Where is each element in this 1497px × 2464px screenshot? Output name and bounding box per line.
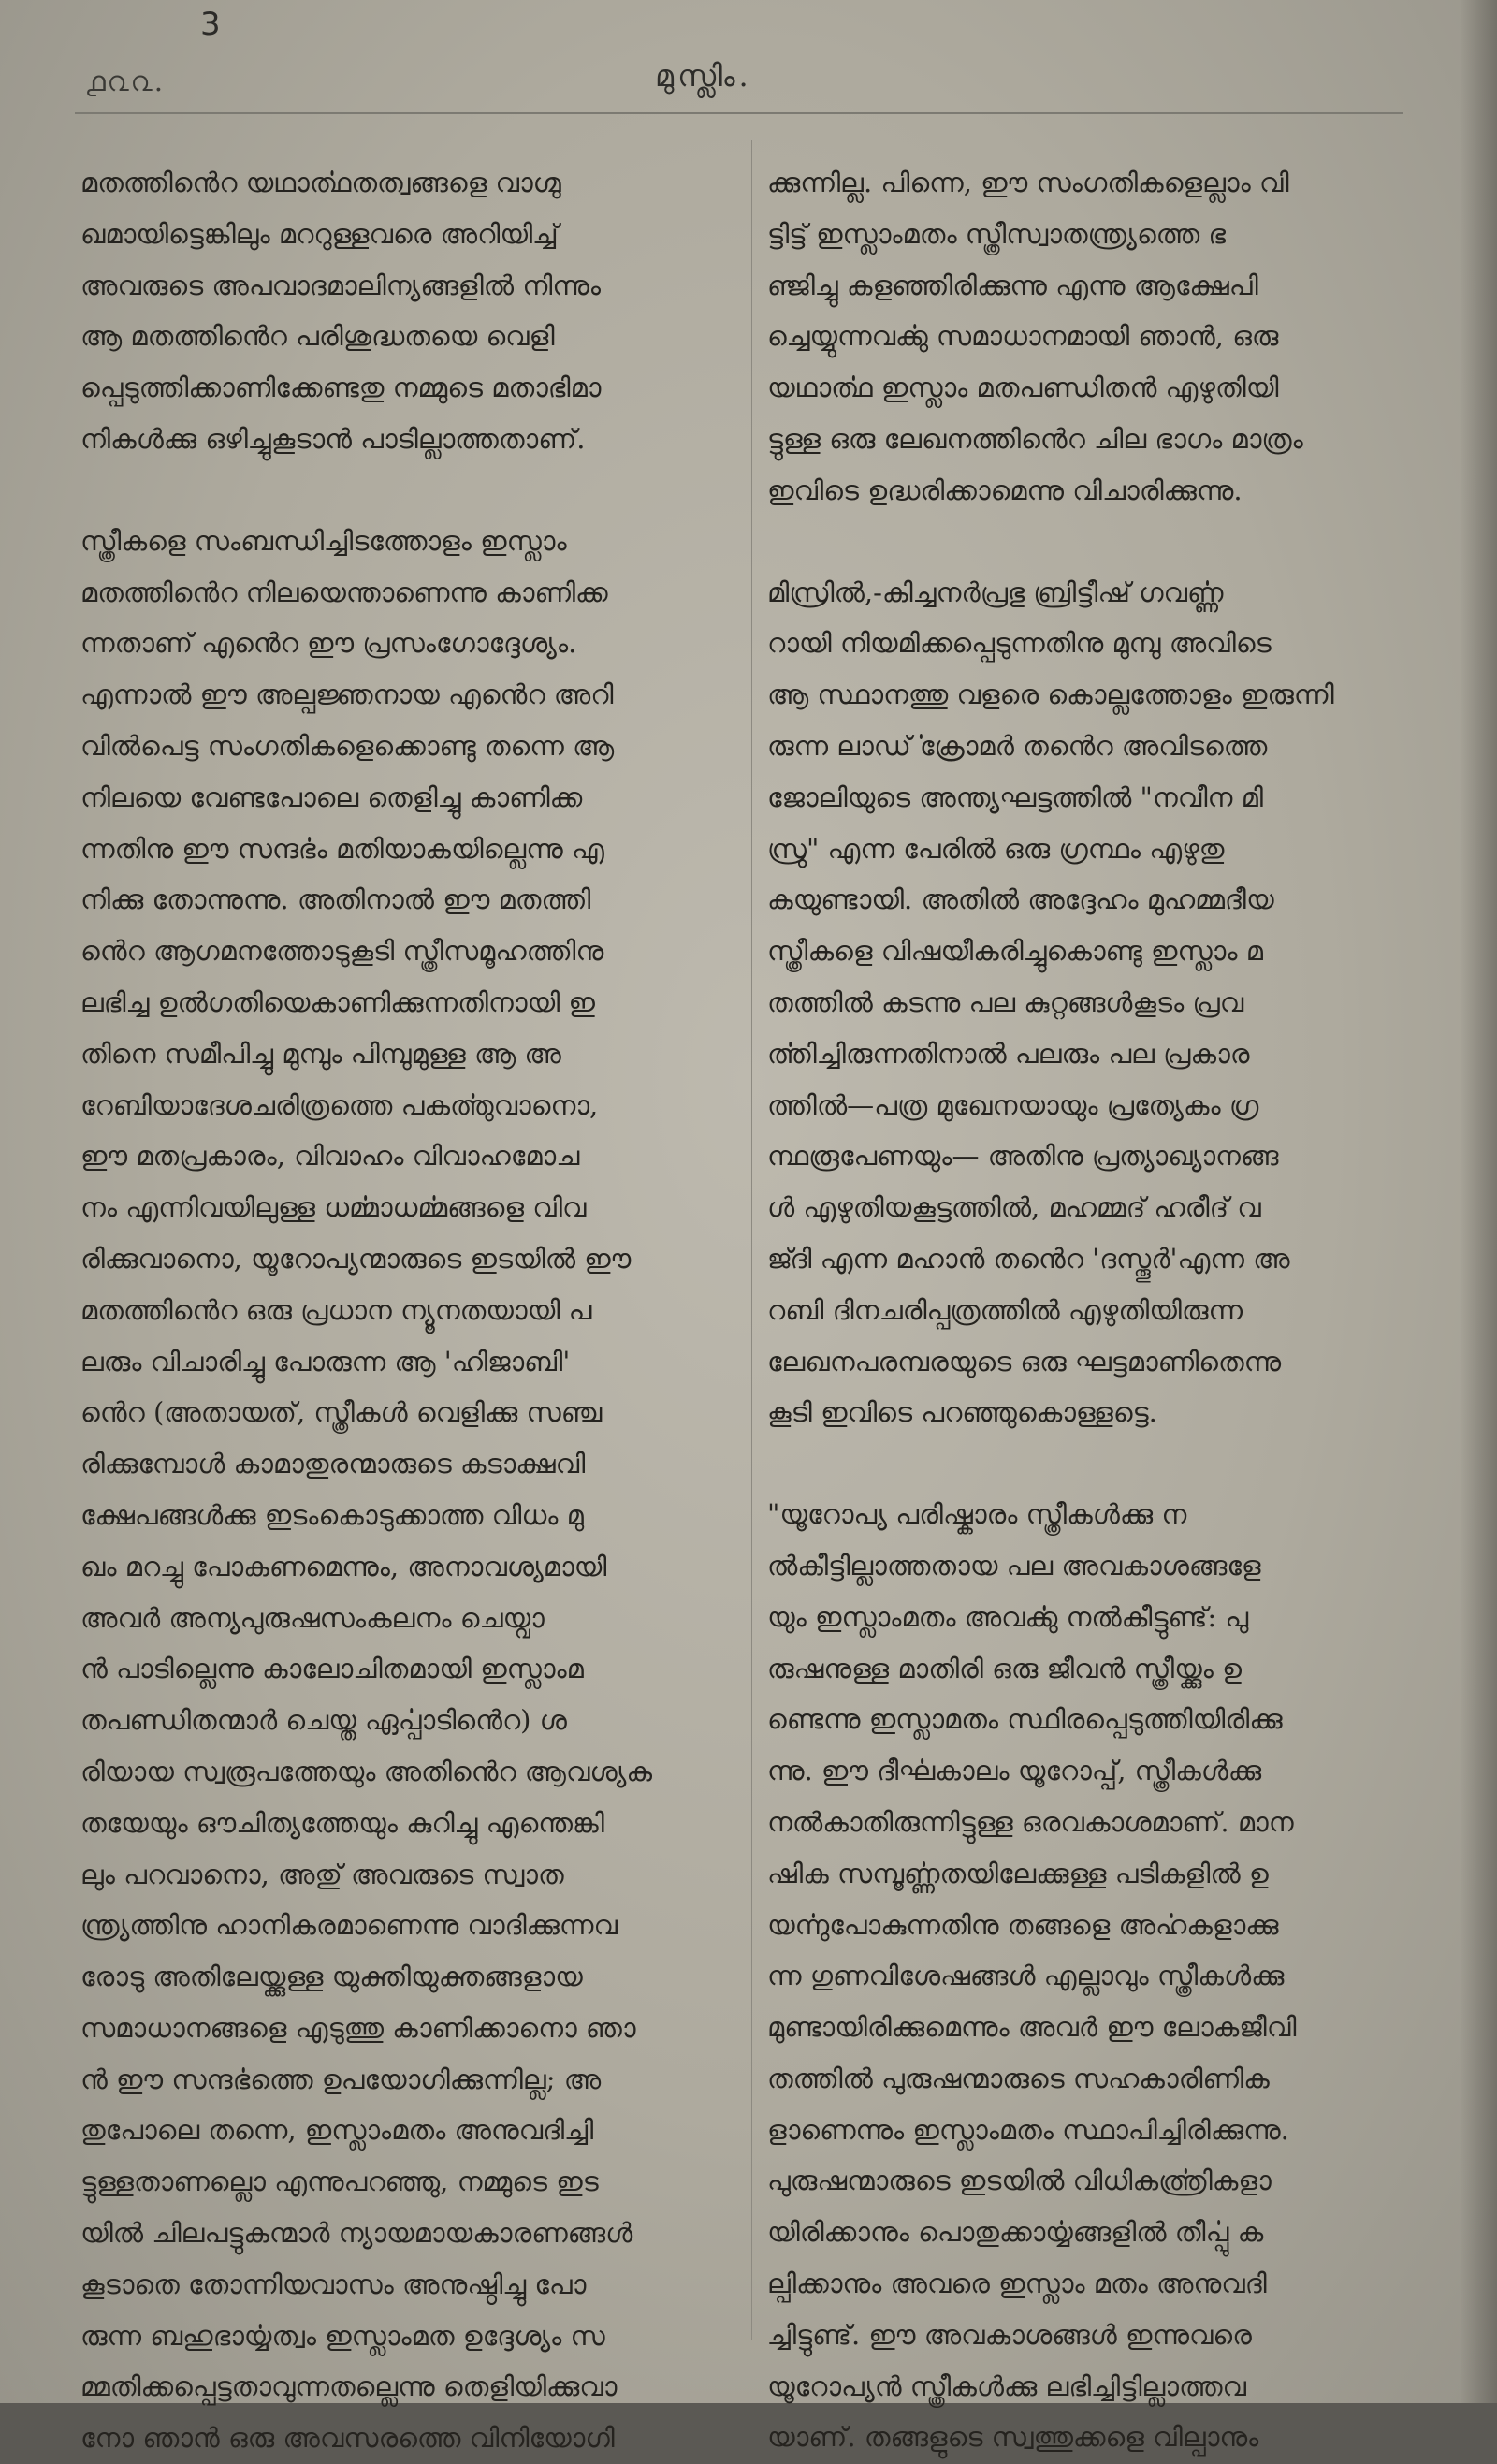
- header-rule: [75, 112, 1403, 114]
- left-paragraph: സ്ത്രീകളെ സംബന്ധിച്ചിടത്തോളം ഇസ്ലാം മതത്തിൻെറ നിലയെന്താണെന്നു കാണിക്ക ന്നതാണ് എൻെറ ഈ പ്രസംഗോദ്ദേശ്യം. എന്നാൽ ഈ അല്പജ്ഞനായ എൻെറ അറി വിൽപെട്ട സംഗതികളെക്കൊണ്ടു തന്നെ ആ നിലയെ വേണ്ടപോലെ തെളിച്ചു കാണിക്ക ന്നതിനു ഈ സന്ദൎഭം മതിയാകയില്ലെന്നു എ നിക്കു തോന്നുന്നു. അതിനാൽ ഈ മതത്തി ൻെറ ആഗമനത്തോടുകൂടി സ്ത്രീസമൂഹത്തിനു ലഭിച്ച ഉൽഗതിയെകാണിക്കുന്നതിനായി ഇ തിനെ സമീപിച്ചു മുമ്പും പിമ്പുമുള്ള ആ അ റേബിയാദേശചരിത്രത്തെ പകൎത്തുവാനൊ, ഈ മതപ്രകാരം, വിവാഹം വിവാഹമോച നം എന്നിവയിലുള്ള ധൎമ്മാധൎമ്മങ്ങളെ വിവ രിക്കുവാനൊ, യൂറോപ്യന്മാരുടെ ഇടയിൽ ഈ മതത്തിൻെറ ഒരു പ്രധാന ന്യൂനതയായി പ ലരും വിചാരിച്ചു പോരുന്ന ആ 'ഹിജാബി' ൻെറ (അതായത്, സ്ത്രീകൾ വെളിക്കു സഞ്ച രിക്കുമ്പോൾ കാമാതുരന്മാരുടെ കടാക്ഷവി ക്ഷേപങ്ങൾക്കു ഇടംകൊടുക്കാത്ത വിധം മു ഖം മറച്ചു പോകണമെന്നും, അനാവശ്യമായി അവർ അന്യപുരുഷസംകലനം ചെയ്വാ ൻ പാടില്ലെന്നു കാലോചിതമായി ഇസ്ലാംമ തപണ്ഡിതന്മാർ ചെയ്ത ഏൎപ്പാടിൻെറ) ശ രിയായ സ്വരൂപത്തേയും അതിൻെറ ആവശ്യക തയേയും ഔചിത്യത്തേയും കുറിച്ചു എന്തെങ്കി ലും പറവാനൊ, അതു് അവരുടെ സ്വാത ന്ത്ര്യത്തിനു ഹാനികരമാണെന്നു വാദിക്കുന്നവ രോടു അതിലേയ്ക്കുള്ള യുക്തിയുക്തങ്ങളായ സമാധാനങ്ങളെ എടുത്തു കാണിക്കാനൊ ഞാ ൻ ഈ സന്ദൎഭത്തെ ഉപയോഗിക്കുന്നില്ല; അ തുപോലെ തന്നെ, ഇസ്ലാംമതം അനുവദിച്ചി ട്ടുള്ളതാണല്ലൊ എന്നുപറഞ്ഞു, നമ്മുടെ ഇട യിൽ ചിലപട്ടുകന്മാർ ന്യായമായകാരണങ്ങൾ കൂടാതെ തോന്നിയവാസം അനുഷ്ഠിച്ചു പോ രുന്ന ബഹുഭാൎയ്യത്വം ഇസ്ലാംമത ഉദ്ദേശ്യം സ മ്മതിക്കപ്പെട്ടതാവുന്നതല്ലെന്നു തെളിയിക്കുവാ നോ ഞാൻ ഒരു അവസരത്തെ വിനിയോഗി: [80, 524, 653, 2455]
- right-paragraph: ക്കുന്നില്ല. പിന്നെ, ഈ സംഗതികളെല്ലാം വി ട്ടിട്ട് ഇസ്ലാംമതം സ്ത്രീസ്വാതന്ത്ര്യത്തെ ഭ ഞ്ജിച്ചു കളഞ്ഞിരിക്കുന്നു എന്നു ആക്ഷേപി ച്ചെയ്യുന്നവൎക്കു സമാധാനമായി ഞാൻ, ഒരു യഥാൎത്ഥ ഇസ്ലാം മതപണ്ഡിതൻ എഴുതിയി ട്ടുള്ള ഒരു ലേഖനത്തിൻെറ ചില ഭാഗം മാത്രം ഇവിടെ ഉദ്ധരിക്കാമെന്നു വിചാരിക്കുന്നു.: [767, 167, 1303, 506]
- running-title: മുസ്ലിം.: [655, 58, 752, 94]
- right-column: [767, 157, 1422, 2463]
- page-number: ൧൨൨.: [86, 66, 166, 98]
- right-paragraph: മിസ്രിൽ,-കിച്ചനർപ്രഭു ബ്രിട്ടീഷ് ഗവൎണ്ണ റായി നിയമിക്കപ്പെടുന്നതിനു മുമ്പു അവിടെ ആ സ്ഥാനത്തു വളരെ കൊല്ലത്തോളം ഇരുന്നി രുന്ന ലാൎഡ് ക്രോമർ തൻെറ അവിടത്തെ ജോലിയുടെ അന്ത്യഘട്ടത്തിൽ "നവീന മി സ്രു" എന്ന പേരിൽ ഒരു ഗ്രന്ഥം എഴുതു കയുണ്ടായി. അതിൽ അദ്ദേഹം മുഹമ്മദീയ സ്ത്രീകളെ വിഷയീകരിച്ചുകൊണ്ടു ഇസ്ലാം മ തത്തിൽ കടന്നു പല കുറ്റങ്ങൾകൂടം പ്രവ ൎത്തിച്ചിരുന്നതിനാൽ പലരും പല പ്രകാര ത്തിൽ—പത്ര മുഖേനയായും പ്രത്യേകം ഗ്ര ന്ഥരൂപേണയും— അതിനു പ്രത്യാഖ്യാനങ്ങ ൾ എഴുതിയകൂട്ടത്തിൽ, മഹമ്മദ് ഹരീദ് വ ജ്ദി എന്ന മഹാൻ തൻെറ 'ദസ്തൂർ'എന്ന അ റബി ദിനചരിപ്പത്രത്തിൽ എഴുതിയിരുന്ന ലേഖനപരമ്പരയുടെ ഒരു ഘട്ടമാണിതെന്നു കൂടി ഇവിടെ പറഞ്ഞുകൊള്ളട്ടെ.: [767, 576, 1334, 1429]
- right-paragraph: "യൂറോപ്യ പരിഷ്കാരം സ്ത്രീകൾക്കു ന ൽകീട്ടില്ലാത്തതായ പല അവകാശങ്ങളേ യും ഇസ്ലാംമതം അവൎക്കു നൽകീട്ടുണ്ട്: പു രുഷനുള്ള മാതിരി ഒരു ജീവൻ സ്ത്രീയ്ക്കും ഉ ണ്ടെന്നു ഇസ്ലാമതം സ്ഥിരപ്പെടുത്തിയിരിക്കു ന്നു. ഈ ദീൎഘകാലം യൂറോപ്പ്, സ്ത്രീകൾക്കു നൽകാതിരുന്നിട്ടുള്ള ഒരവകാശമാണ്. മാന ഷിക സമ്പൂൎണ്ണതയിലേക്കുള്ള പടികളിൽ ഉ യൎന്നുപോകുന്നതിനു തങ്ങളെ അൎഹകളാക്കു ന്ന ഗുണവിശേഷങ്ങൾ എല്ലാവും സ്ത്രീകൾക്കു മുണ്ടായിരിക്കുമെന്നും അവർ ഈ ലോകജീവി തത്തിൽ പുരുഷന്മാരുടെ സഹകാരിണിക ളാണെന്നും ഇസ്ലാംമതം സ്ഥാപിച്ചിരിക്കുന്നു. പുരുഷന്മാരുടെ ഇടയിൽ വിധികൎത്ത്രികളാ യിരിക്കാനും പൊതുക്കാൎയ്യങ്ങളിൽ തീൎപ്പു ക ല്പിക്കാനും അവരെ ഇസ്ലാം മതം അനുവദി ച്ചിട്ടുണ്ട്. ഈ അവകാശങ്ങൾ ഇന്നുവരെ യൂറോപ്യൻ സ്ത്രീകൾക്കു ലഭിച്ചിട്ടില്ലാത്തവ യാണ്. തങ്ങളുടെ സ്വത്തുക്കളെ വില്പാനും: [767, 1498, 1297, 2454]
- left-paragraph: മതത്തിൻെറ യഥാൎത്ഥതത്വങ്ങളെ വാഗ്മു ഖമായിട്ടെങ്കിലും മററുള്ളവരെ അറിയിച്ച് അവരുടെ അപവാദമാലിന്യങ്ങളിൽ നിന്നും ആ മതത്തിൻെറ പരിശുദ്ധതയെ വെളി പ്പെടുത്തിക്കാണിക്കേണ്ടതു നമ്മുടെ മതാഭിമാ നികൾക്കു ഒഴിച്ചുകൂടാൻ പാടില്ലാത്തതാണ്.: [80, 167, 602, 455]
- page-mark: 3: [200, 6, 221, 43]
- column-divider: [751, 140, 752, 2340]
- page-edge-shadow: [1460, 0, 1497, 2403]
- left-column: [80, 157, 737, 2464]
